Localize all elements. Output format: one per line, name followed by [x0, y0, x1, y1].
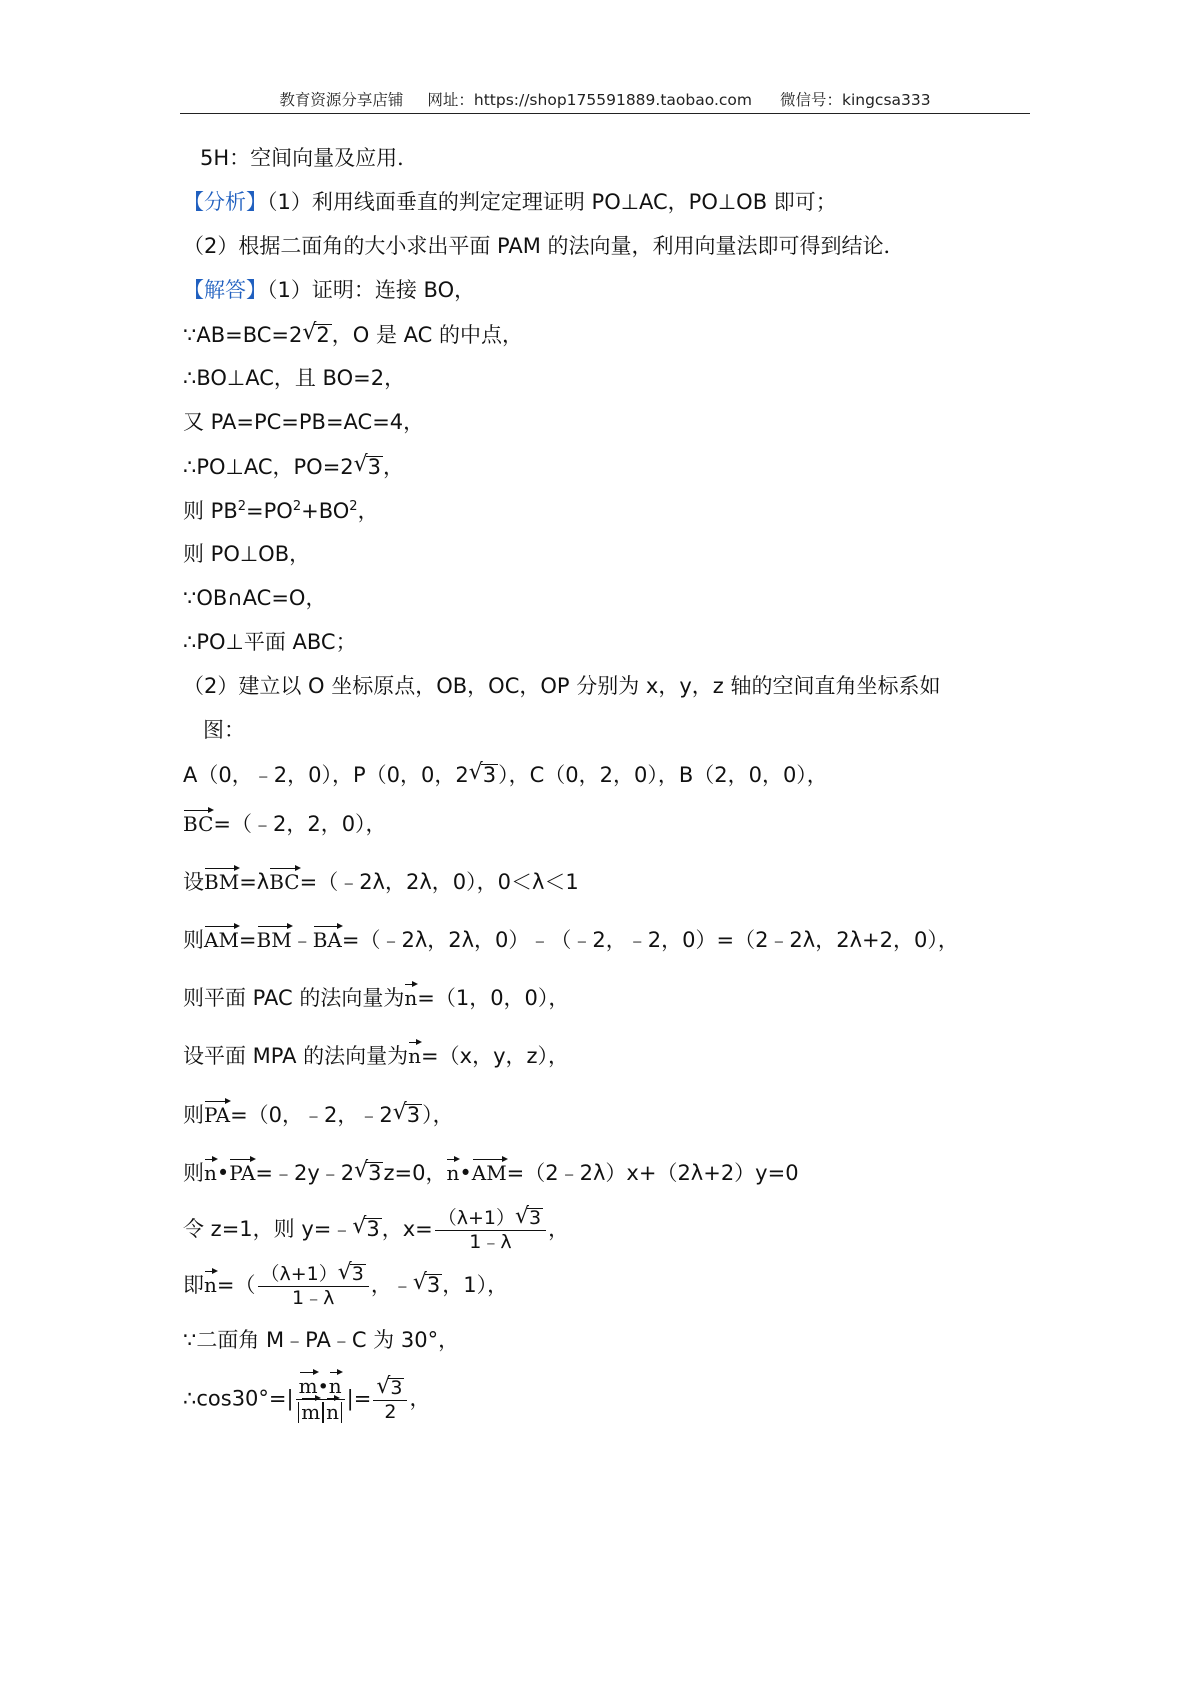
analysis-tag: 【分析】 — [183, 190, 267, 214]
solution-line-12: BC=（﹣2，2，0）， — [183, 812, 387, 836]
solution-line-9: ∴PO⊥平面 ABC； — [183, 630, 357, 654]
sqrt-3: √ 3 — [354, 456, 383, 478]
solution-line-8: ∵OB∩AC=O， — [183, 586, 327, 610]
vector-bc: BC — [183, 812, 214, 836]
header-wechat: 微信号：kingcsa333 — [779, 91, 931, 109]
solution-line-1: 【解答】（1）证明：连接 BO， — [183, 278, 476, 302]
solution-line-4: 又 PA=PC=PB=AC=4， — [183, 410, 425, 434]
solution-line-13: 设BM=λBC=（﹣2λ，2λ，0），0＜λ＜1 — [183, 870, 579, 894]
fraction-sqrt3-over-2: √ $\frac{3}{2}$ — [373, 1378, 407, 1422]
header-site: 网址：https://shop175591889.taobao.com — [427, 91, 752, 109]
solution-line-3: ∴BO⊥AC，且 BO=2， — [183, 366, 406, 390]
solution-line-2: ∵AB=BC=2√ 2，O 是 AC 的中点， — [183, 324, 523, 346]
solution-line-6: 则 $PB^2=PO^2+BO^2$， — [183, 499, 379, 523]
solution-line-14: 则AM=BM﹣BA=（﹣2λ，2λ，0）﹣（﹣2，﹣2，0）=（2﹣2λ，2λ+2，0）， — [183, 928, 959, 952]
solution-tag: 【解答】 — [183, 278, 267, 302]
analysis-line-2: （2）根据二面角的大小求出平面 PAM 的法向量，利用向量法即可得到结论． — [183, 234, 905, 258]
solution-line-18: 则n•PA=﹣2y﹣2√ 3z=0，n•AM=（2﹣2λ）x+（2λ+2）y=0 — [183, 1162, 799, 1184]
sqrt-2: √ 2 — [302, 324, 331, 346]
solution-line-11: A（0，﹣2，0），P（0，0，2√ 3），C（0，2，0），B（2，0，0）， — [183, 764, 828, 786]
fraction-x: $\frac{(\lambda+1)√ 3}{1﹣\lambda}$ — [435, 1208, 546, 1252]
analysis-line-1: 【分析】（1）利用线面垂直的判定定理证明 PO⊥AC，PO⊥OB 即可； — [183, 190, 837, 214]
fraction-cos: $\frac{m•n}{\text{m n}}$ — [296, 1376, 345, 1423]
solution-line-15: 则平面 PAC 的法向量为n=（1，0，0）， — [183, 986, 570, 1010]
fraction-n: $\frac{(\lambda+1)√ 3}{1﹣\lambda}$ — [258, 1264, 369, 1308]
solution-line-22: ∴cos30°=| $\frac{m•n}{\text{m n}}$ |= √ $\frac{3}{2}$ ， — [183, 1376, 430, 1423]
solution-line-21: ∵二面角 M﹣PA﹣C 为 30°， — [183, 1328, 460, 1352]
solution-line-10b: 图： — [203, 718, 245, 742]
solution-line-16: 设平面 MPA 的法向量为n=（x，y，z）， — [183, 1044, 570, 1068]
solution-line-5: ∴PO⊥AC，PO=2√ 3， — [183, 456, 404, 478]
solution-line-7: 则 PO⊥OB， — [183, 542, 311, 566]
solution-line-20: 即n=（ $\frac{(\lambda+1)√ 3}{1﹣\lambda}$ ，﹣√ 3，1）， — [183, 1264, 508, 1308]
solution-line-17: 则PA=（0，﹣2，﹣2√ 3）， — [183, 1104, 454, 1126]
knowledge-point: 5H：空间向量及应用． — [200, 146, 419, 170]
header-shop: 教育资源分享店铺 — [279, 91, 404, 109]
solution-line-19: 令 z=1，则 y=﹣√ 3，x= $\frac{(\lambda+1)√ 3}{1﹣\lambda}$ ， — [183, 1208, 569, 1252]
solution-line-10: （2）建立以 O 坐标原点，OB，OC，OP 分别为 x，y，z 轴的空间直角坐标系如 — [183, 674, 941, 698]
